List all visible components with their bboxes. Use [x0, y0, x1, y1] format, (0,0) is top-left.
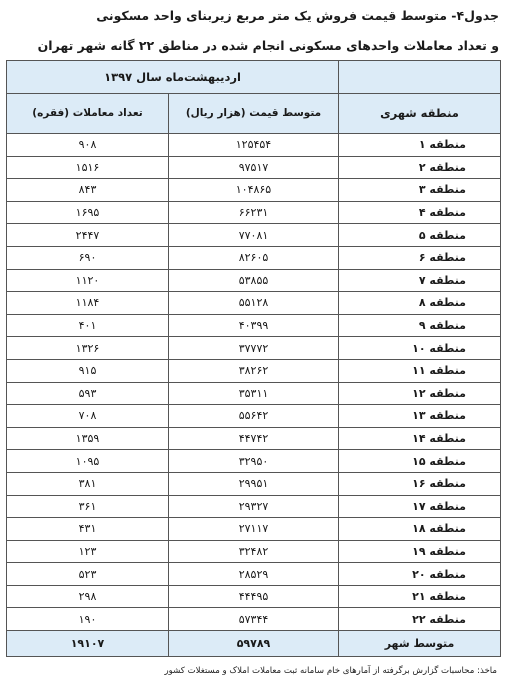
table-row [7, 608, 501, 631]
row-region: منطقه ۱ [339, 134, 501, 157]
row-price: ۴۴۴۹۵ [169, 585, 339, 608]
table-row [7, 427, 501, 450]
row-price: ۲۹۳۲۷ [169, 495, 339, 518]
row-count: ۴۰۱ [7, 314, 169, 337]
table-row [7, 269, 501, 292]
table-row [7, 314, 501, 337]
table-row [7, 382, 501, 405]
row-count: ۱۶۹۵ [7, 201, 169, 224]
row-count: ۹۰۸ [7, 134, 169, 157]
row-count: ۱۱۲۰ [7, 269, 169, 292]
title-line-1: جدول۴- متوسط قیمت فروش یک متر مربع زیربنای واحد مسکونی [96, 8, 499, 23]
header-region: منطقه شهری [339, 94, 501, 134]
row-region: منطقه ۱۶ [339, 472, 501, 495]
row-region: منطقه ۱۲ [339, 382, 501, 405]
row-region: منطقه ۶ [339, 246, 501, 269]
row-region: منطقه ۱۷ [339, 495, 501, 518]
row-price: ۲۸۵۲۹ [169, 563, 339, 586]
row-region: منطقه ۱۵ [339, 450, 501, 473]
table-row [7, 359, 501, 382]
row-count: ۱۹۰ [7, 608, 169, 631]
row-price: ۲۹۹۵۱ [169, 472, 339, 495]
row-price: ۹۷۵۱۷ [169, 156, 339, 179]
row-region: منطقه ۲۲ [339, 608, 501, 631]
table-row [7, 540, 501, 563]
row-price: ۳۸۲۶۲ [169, 359, 339, 382]
row-price: ۴۴۷۴۲ [169, 427, 339, 450]
row-count: ۱۰۹۵ [7, 450, 169, 473]
table-row [7, 292, 501, 315]
total-price: ۵۹۷۸۹ [169, 631, 339, 657]
row-count: ۲۹۸ [7, 585, 169, 608]
row-region: منطقه ۲۰ [339, 563, 501, 586]
row-price: ۵۳۸۵۵ [169, 269, 339, 292]
row-price: ۶۶۲۳۱ [169, 201, 339, 224]
table-row [7, 405, 501, 428]
row-region: منطقه ۱۱ [339, 359, 501, 382]
table-row [7, 585, 501, 608]
table-row [7, 337, 501, 360]
row-price: ۵۷۳۴۴ [169, 608, 339, 631]
table-row [7, 246, 501, 269]
header-period: اردیبهشت‌ماه سال ۱۳۹۷ [7, 61, 339, 94]
header-count: تعداد معاملات (فقره) [7, 94, 169, 134]
row-region: منطقه ۲ [339, 156, 501, 179]
row-count: ۱۳۲۶ [7, 337, 169, 360]
row-region: منطقه ۱۳ [339, 405, 501, 428]
row-count: ۱۲۳ [7, 540, 169, 563]
table-row [7, 156, 501, 179]
table-title [8, 6, 499, 56]
row-count: ۳۶۱ [7, 495, 169, 518]
housing-price-table [6, 60, 501, 657]
table-row [7, 472, 501, 495]
row-price: ۲۷۱۱۷ [169, 518, 339, 541]
table-body [7, 134, 501, 631]
row-count: ۵۲۳ [7, 563, 169, 586]
row-price: ۱۰۴۸۶۵ [169, 179, 339, 202]
row-count: ۲۴۴۷ [7, 224, 169, 247]
row-price: ۳۲۹۵۰ [169, 450, 339, 473]
total-count: ۱۹۱۰۷ [7, 631, 169, 657]
row-count: ۶۹۰ [7, 246, 169, 269]
row-count: ۱۵۱۶ [7, 156, 169, 179]
table-row [7, 495, 501, 518]
table-row [7, 563, 501, 586]
row-region: منطقه ۵ [339, 224, 501, 247]
row-price: ۷۷۰۸۱ [169, 224, 339, 247]
table-row [7, 134, 501, 157]
header-price: متوسط قیمت (هزار ریال) [169, 94, 339, 134]
header-region-blank [339, 61, 501, 94]
row-count: ۷۰۸ [7, 405, 169, 428]
row-region: منطقه ۹ [339, 314, 501, 337]
row-region: منطقه ۱۰ [339, 337, 501, 360]
row-region: منطقه ۲۱ [339, 585, 501, 608]
row-price: ۱۲۵۴۵۴ [169, 134, 339, 157]
row-price: ۳۵۳۱۱ [169, 382, 339, 405]
row-price: ۳۲۴۸۲ [169, 540, 339, 563]
row-price: ۵۵۶۴۲ [169, 405, 339, 428]
row-count: ۹۱۵ [7, 359, 169, 382]
source-note: ماخذ: محاسبات گزارش برگرفته از آمارهای خام سامانه ثبت معاملات املاک و مستغلات کشور [164, 666, 497, 676]
table-row [7, 201, 501, 224]
row-count: ۵۹۳ [7, 382, 169, 405]
row-count: ۴۳۱ [7, 518, 169, 541]
row-region: منطقه ۸ [339, 292, 501, 315]
row-region: منطقه ۱۴ [339, 427, 501, 450]
row-price: ۳۷۷۷۲ [169, 337, 339, 360]
row-region: منطقه ۱۹ [339, 540, 501, 563]
table-row [7, 518, 501, 541]
row-region: منطقه ۳ [339, 179, 501, 202]
row-count: ۱۱۸۴ [7, 292, 169, 315]
table-row [7, 224, 501, 247]
row-region: منطقه ۴ [339, 201, 501, 224]
row-count: ۱۳۵۹ [7, 427, 169, 450]
row-region: منطقه ۱۸ [339, 518, 501, 541]
table-row [7, 450, 501, 473]
table-row [7, 179, 501, 202]
row-count: ۳۸۱ [7, 472, 169, 495]
title-line-2: و تعداد معاملات واحدهای مسکونی انجام شده در مناطق ۲۲ گانه شهر تهران [37, 38, 499, 53]
total-row [7, 631, 501, 657]
row-count: ۸۴۳ [7, 179, 169, 202]
total-region: متوسط شهر [339, 631, 501, 657]
row-price: ۴۰۳۹۹ [169, 314, 339, 337]
row-price: ۵۵۱۲۸ [169, 292, 339, 315]
row-price: ۸۲۶۰۵ [169, 246, 339, 269]
row-region: منطقه ۷ [339, 269, 501, 292]
